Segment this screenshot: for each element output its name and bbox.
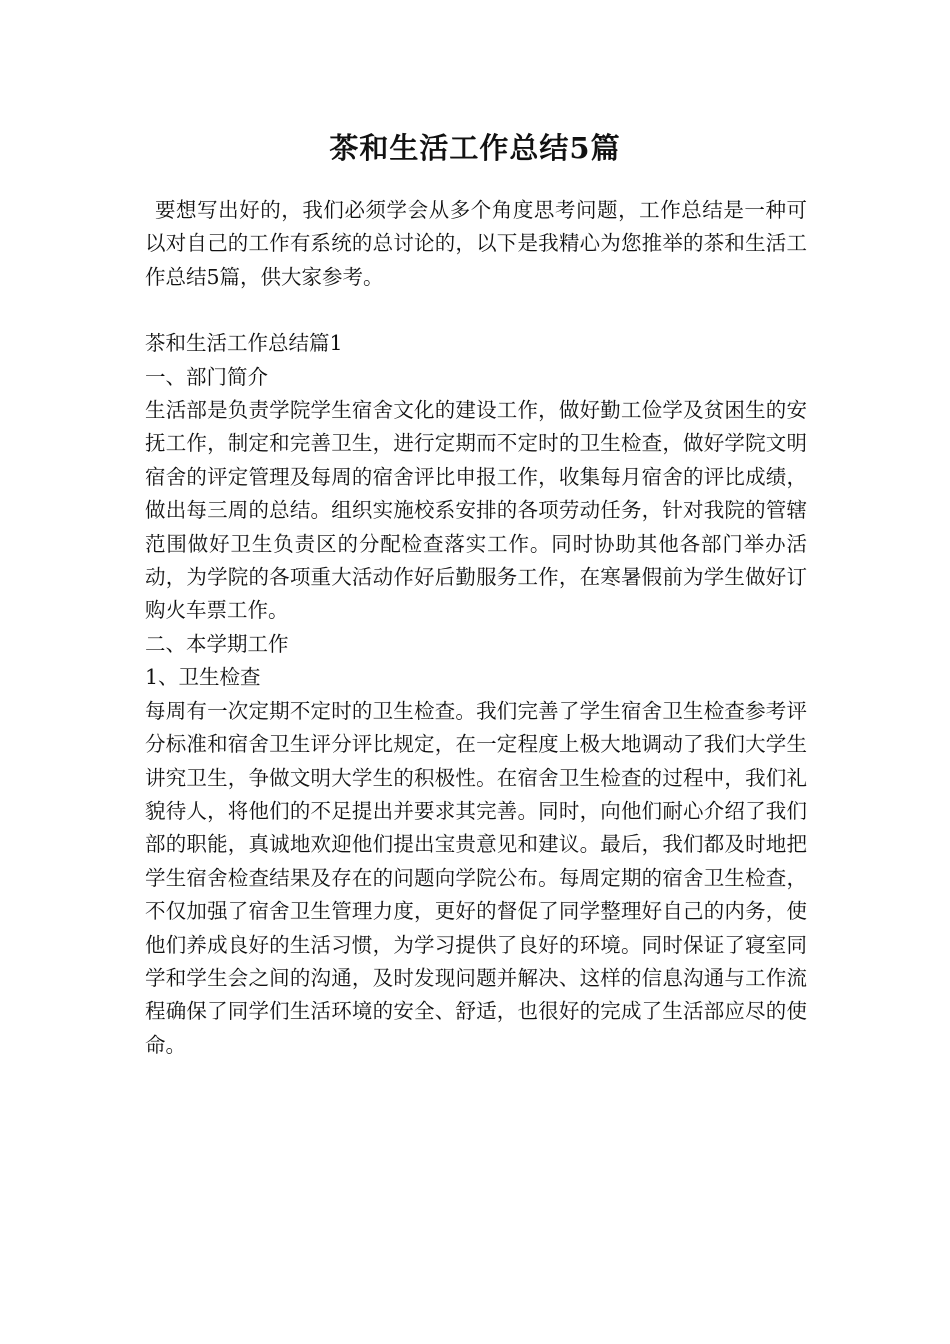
paragraph-gap <box>145 294 807 327</box>
intro-paragraph: 要想写出好的，我们必须学会从多个角度思考问题，工作总结是一种可以对自己的工作有系统的总讨论的，以下是我精心为您推举的茶和生活工作总结5篇，供大家参考。 <box>145 198 807 289</box>
heading-department-intro: 一、部门简介 <box>145 364 268 389</box>
document-body <box>145 194 807 1062</box>
document-title: 茶和生活工作总结5篇 <box>329 131 621 165</box>
hygiene-check-description: 每周有一次定期不定时的卫生检查。我们完善了学生宿舍卫生检查参考评分标准和宿舍卫生评分评比规定，在一定程度上极大地调动了我们大学生讲究卫生，争做文明大学生的积极性。在宿舍卫生检查的过程中，我们礼貌待人，将他们的不足提出并要求其完善。同时，向他们耐心介绍了我们部的职能，真诚地欢迎他们提出宝贵意见和建议。最后，我们都及时地把学生宿舍检查结果及存在的问题向学院公布。每周定期的宿舍卫生检查，不仅加强了宿舍卫生管理力度，更好的督促了同学整理好自己的内务，使他们养成良好的生活习惯，为学习提供了良好的环境。同时保证了寝室同学和学生会之间的沟通，及时发现问题并解决、这样的信息沟通与工作流程确保了同学们生活环境的安全、舒适，也很好的完成了生活部应尽的使命。 <box>145 698 807 1057</box>
section-title: 茶和生活工作总结篇1 <box>145 331 343 356</box>
department-description: 生活部是负责学院学生宿舍文化的建设工作，做好勤工俭学及贫困生的安抚工作，制定和完善卫生，进行定期而不定时的卫生检查，做好学院文明宿舍的评定管理及每周的宿舍评比申报工作，收集每月宿舍的评比成绩，做出每三周的总结。组织实施校系安排的各项劳动任务，针对我院的管辖范围做好卫生负责区的分配检查落实工作。同时协助其他各部门举办活动，为学院的各项重大活动作好后勤服务工作，在寒暑假前为学生做好订购火车票工作。 <box>145 398 807 623</box>
heading-semester-work: 二、本学期工作 <box>145 631 289 656</box>
subheading-hygiene-check: 1、卫生检查 <box>145 665 261 690</box>
